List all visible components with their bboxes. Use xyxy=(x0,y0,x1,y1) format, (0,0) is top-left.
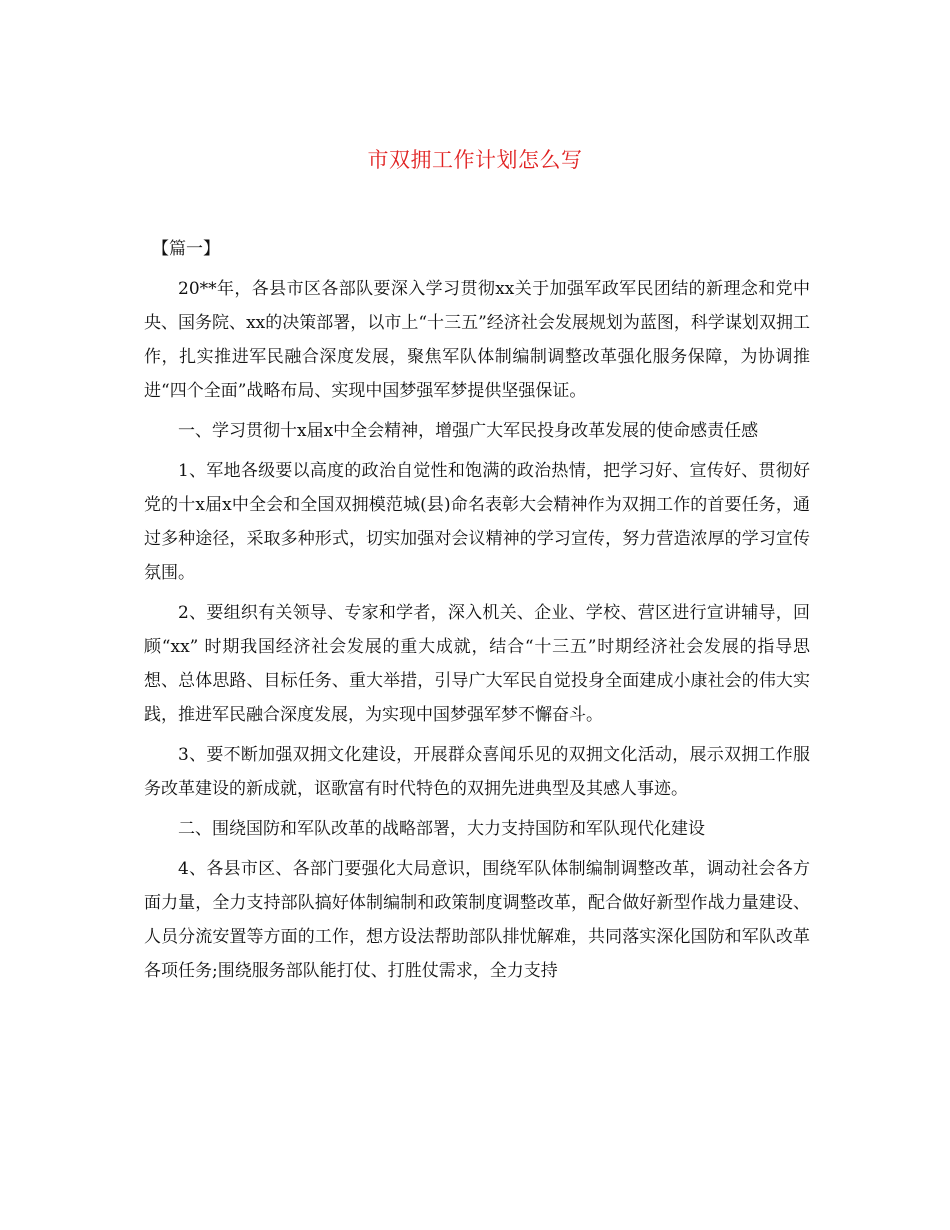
paragraph-item-1: 1、军地各级要以高度的政治自觉性和饱满的政治热情，把学习好、宣传好、贯彻好党的十x届x中全会和全国双拥模范城(县)命名表彰大会精神作为双拥工作的首要任务，通过多种途径，采取多种形式，切实加强对会议精神的学习宣传，努力营造浓厚的学习宣传氛围。 xyxy=(144,461,810,583)
paragraph-item-4: 4、各县市区、各部门要强化大局意识，围绕军队体制编制调整改革，调动社会各方面力量，全力支持部队搞好体制编制和政策制度调整改革，配合做好新型作战力量建设、人员分流安置等方面的工作，想方设法帮助部队排忧解难，共同落实深化国防和军队改革各项任务;围绕服务部队能打仗、打胜仗需求，全力支持 xyxy=(144,859,810,981)
document-body xyxy=(144,232,810,994)
paragraph-item-3: 3、要不断加强双拥文化建设，开展群众喜闻乐见的双拥文化活动，展示双拥工作服务改革建设的新成就，讴歌富有时代特色的双拥先进典型及其感人事迹。 xyxy=(144,745,810,799)
paragraph-intro: 20**年，各县市区各部队要深入学习贯彻xx关于加强军政军民团结的新理念和党中央、国务院、xx的决策部署，以市上“十三五”经济社会发展规划为蓝图，科学谋划双拥工作，扎实推进军民融合深度发展，聚焦军队体制编制调整改革强化服务保障，为协调推进“四个全面”战略布局、实现中国梦强军梦提供坚强保证。 xyxy=(144,279,810,401)
paragraph-item-2: 2、要组织有关领导、专家和学者，深入机关、企业、学校、营区进行宣讲辅导，回顾“xx” 时期我国经济社会发展的重大成就，结合“十三五”时期经济社会发展的指导思想、总体思路、目标任务、重大举措，引导广大军民自觉投身全面建成小康社会的伟大实践，推进军民融合深度发展，为实现中国梦强军梦不懈奋斗。 xyxy=(144,603,810,725)
heading-section-1: 一、学习贯彻十x届x中全会精神，增强广大军民投身改革发展的使命感责任感 xyxy=(178,421,759,441)
section-tag: 【篇一】 xyxy=(152,239,220,259)
document-title: 市双拥工作计划怎么写 xyxy=(367,148,583,172)
heading-section-2: 二、围绕国防和军队改革的战略部署，大力支持国防和军队现代化建设 xyxy=(178,819,705,839)
